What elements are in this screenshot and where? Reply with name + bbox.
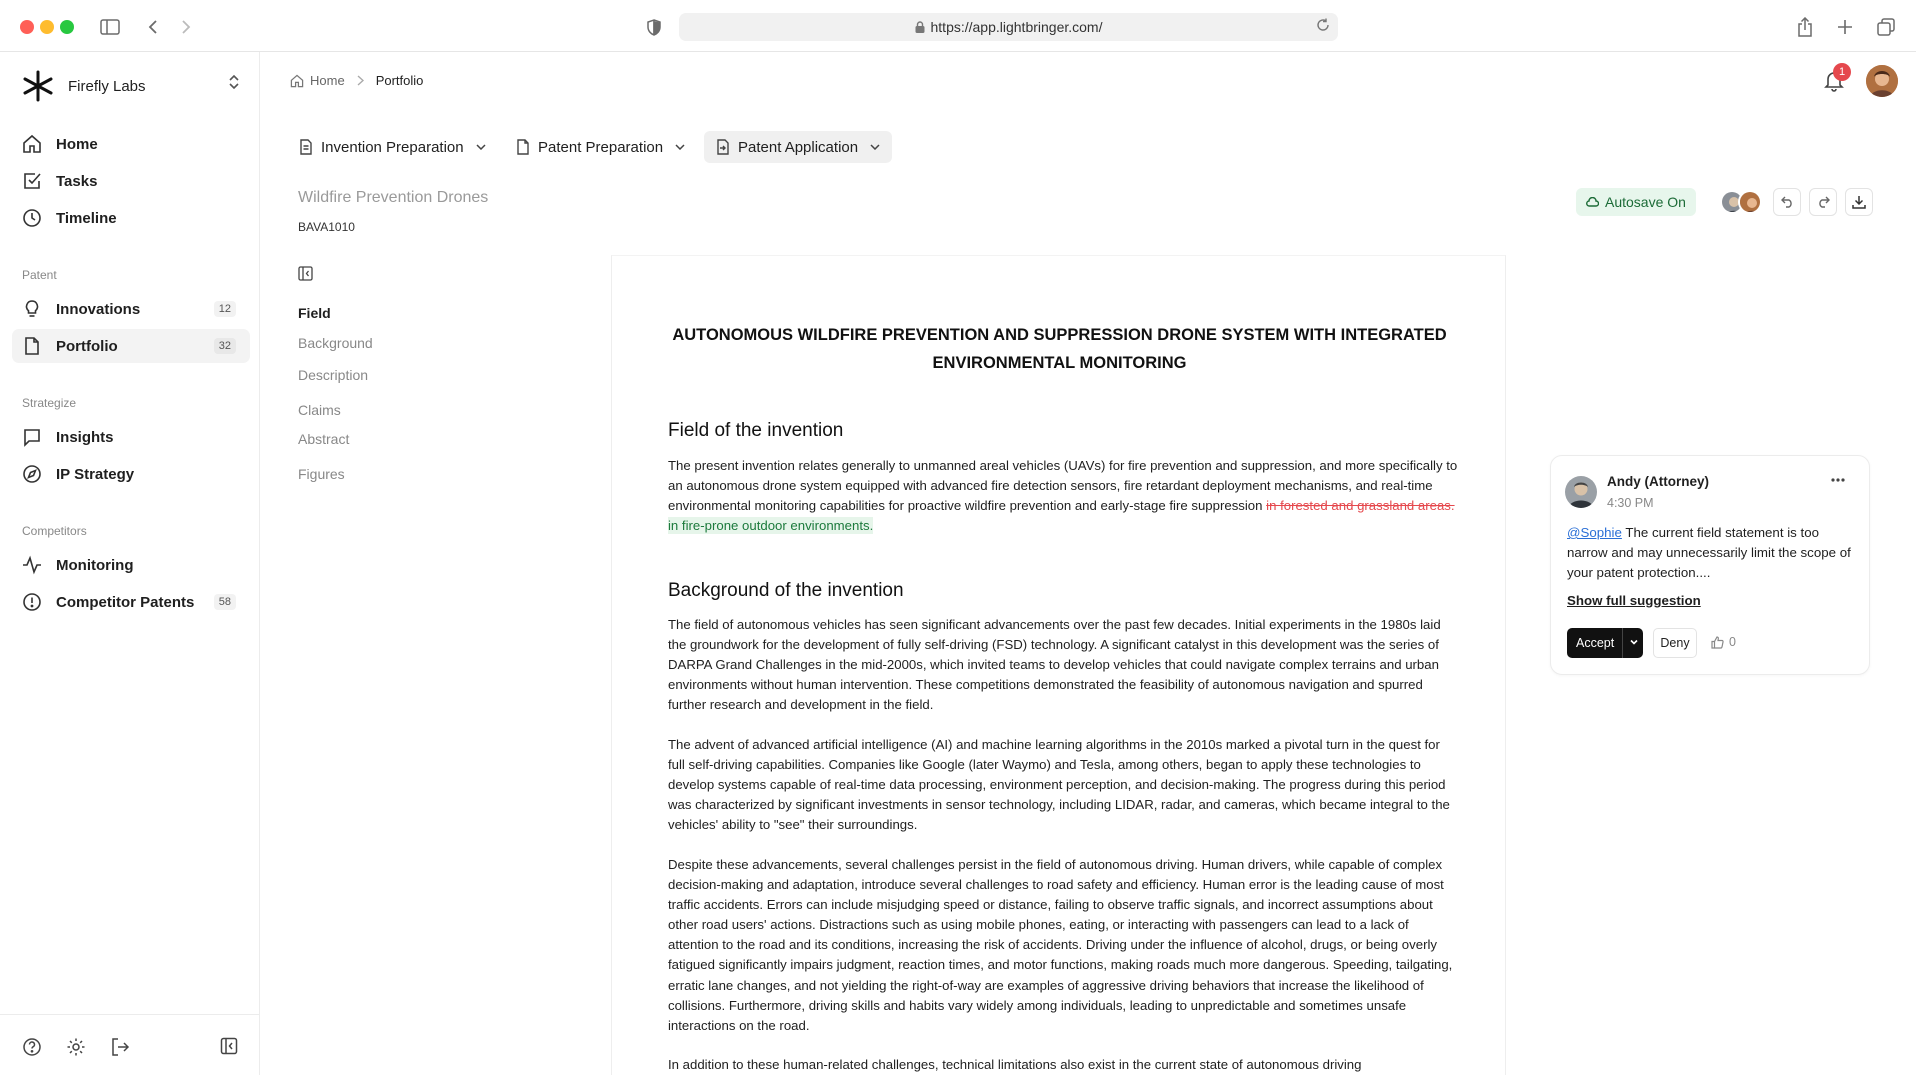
lightbulb-icon (22, 299, 42, 319)
home-icon (22, 134, 42, 154)
chevron-down-icon (675, 144, 685, 150)
chevron-right-icon (357, 75, 364, 86)
tab-patent-application[interactable] (704, 131, 892, 163)
count-badge: 32 (214, 338, 236, 354)
download-icon (1852, 195, 1866, 209)
sidebar-item-portfolio[interactable] (12, 329, 250, 363)
firefly-logo-icon (22, 70, 54, 102)
redo-icon (1817, 196, 1830, 208)
cloud-sync-icon (1586, 197, 1599, 207)
collapse-outline-icon[interactable] (298, 266, 313, 281)
chevron-down-icon (476, 144, 486, 150)
tab-overview-icon[interactable] (1873, 14, 1899, 40)
clock-icon (22, 208, 42, 228)
forward-icon[interactable] (173, 14, 199, 40)
tab-label: Patent Preparation (538, 138, 664, 156)
sidebar-item-label: Home (56, 135, 98, 153)
section-heading-field: Field of the invention (668, 420, 844, 441)
sidebar-item-monitoring[interactable] (12, 548, 250, 582)
suggestion-comment-card (1550, 455, 1870, 675)
back-icon[interactable] (140, 14, 166, 40)
comment-text: The current field statement is too narrow and may unnecessarily limit the scope of your patent protection.... (1567, 525, 1851, 580)
tab-label: Invention Preparation (321, 138, 464, 156)
address-bar[interactable] (679, 13, 1338, 41)
share-icon[interactable] (1792, 14, 1818, 40)
sidebar-item-label: Tasks (56, 172, 98, 190)
section-title-strategize: Strategize (22, 396, 77, 410)
message-square-icon (22, 427, 42, 447)
count-badge: 58 (214, 594, 236, 610)
browser-toolbar (0, 0, 1916, 52)
lock-icon (915, 21, 925, 33)
user-avatar[interactable] (1866, 65, 1898, 97)
notification-badge: 1 (1833, 63, 1851, 81)
breadcrumb-current: Portfolio (375, 73, 424, 88)
download-button[interactable] (1845, 188, 1873, 216)
minimize-window-button[interactable] (40, 20, 54, 34)
chevron-down-icon (870, 144, 880, 150)
outline-item-field[interactable]: Field (298, 305, 331, 321)
document-icon (299, 139, 313, 155)
home-icon (290, 74, 304, 88)
file-export-icon (716, 139, 730, 155)
sidebar-item-label: Timeline (56, 209, 117, 227)
outline-item-claims[interactable]: Claims (298, 402, 341, 418)
zoom-window-button[interactable] (60, 20, 74, 34)
tab-patent-preparation[interactable] (504, 131, 697, 163)
breadcrumb (290, 73, 423, 88)
background-paragraph[interactable]: In addition to these human-related challenges, technical limitations also exist in the current state of autonomous driving (668, 1057, 1362, 1072)
field-text: The present invention relates generally to unmanned areal vehicles (UAVs) for fire prevention and suppression, and more specifically to an autonomous drone system equipped with advanced fire detection sensors, fire retardant deployment mechanisms, and real-time environmental monitoring capabilities for proactive wildfire prevention and early-stage fire suppression (668, 458, 1458, 514)
sidebar-item-home[interactable] (12, 127, 250, 161)
file-icon (22, 336, 42, 356)
org-name: Firefly Labs (68, 77, 146, 95)
document-code: BAVA1010 (298, 220, 355, 234)
user-mention[interactable]: @Sophie (1567, 525, 1622, 540)
commenter-name: Andy (Attorney) (1607, 474, 1709, 489)
sidebar-toggle-icon[interactable] (97, 14, 123, 40)
document-title[interactable]: Wildfire Prevention Drones (298, 189, 489, 206)
more-options-icon[interactable] (1831, 478, 1845, 482)
sidebar-item-ip-strategy[interactable] (12, 457, 250, 491)
sidebar-item-timeline[interactable] (12, 201, 250, 235)
like-button[interactable] (1711, 635, 1736, 649)
sidebar-item-label: Innovations (56, 300, 141, 318)
outline-item-background[interactable]: Background (298, 335, 373, 351)
settings-icon[interactable] (66, 1037, 86, 1057)
org-switcher[interactable] (22, 70, 240, 102)
autosave-label: Autosave On (1605, 194, 1686, 210)
redo-button[interactable] (1809, 188, 1837, 216)
document-editor[interactable] (611, 255, 1506, 1075)
accept-label: Accept (1576, 636, 1615, 650)
sidebar-item-competitor-patents[interactable] (12, 585, 250, 619)
commenter-avatar (1565, 476, 1597, 508)
field-paragraph[interactable] (668, 456, 1458, 536)
shield-icon[interactable] (641, 14, 667, 40)
help-icon[interactable] (22, 1037, 42, 1057)
logout-icon[interactable] (110, 1037, 130, 1057)
outline-item-abstract[interactable]: Abstract (298, 431, 350, 447)
sidebar-item-label: IP Strategy (56, 465, 135, 483)
undo-button[interactable] (1773, 188, 1801, 216)
sidebar-item-label: Portfolio (56, 337, 118, 355)
section-title-competitors: Competitors (22, 524, 87, 538)
sidebar-item-label: Monitoring (56, 556, 134, 574)
section-title-patent: Patent (22, 268, 57, 282)
chevron-up-down-icon[interactable] (228, 74, 240, 90)
accept-button[interactable] (1567, 628, 1643, 658)
sidebar-item-insights[interactable] (12, 420, 250, 454)
sidebar (0, 52, 260, 1075)
document-heading: AUTONOMOUS WILDFIRE PREVENTION AND SUPPRESSION DRONE SYSTEM WITH INTEGRATED ENVIRONMENTAL MONITORING (672, 326, 1447, 372)
count-badge: 12 (214, 301, 236, 317)
file-icon (516, 139, 530, 155)
inserted-suggestion-text: in fire-prone outdoor environments. (668, 518, 874, 534)
sidebar-item-innovations[interactable] (12, 292, 250, 326)
reload-icon[interactable] (1316, 18, 1330, 32)
collapse-sidebar-icon[interactable] (220, 1037, 240, 1057)
activity-icon (22, 555, 42, 575)
chevron-down-icon[interactable] (1629, 637, 1639, 647)
section-heading-background: Background of the invention (668, 580, 904, 601)
sidebar-item-tasks[interactable] (12, 164, 250, 198)
background-paragraph[interactable]: The advent of advanced artificial intelligence (AI) and machine learning algorithms in the 2010s marked a pivotal turn in the quest for full self-driving capabilities. Companies like Google (later Waymo) and Tesla, among others, began to apply these technologies to develop systems capable of real-time data processing, environment perception, and decision-making. The progress during this period was characterized by significant investments in sensor technology, including LIDAR, radar, and cameras, which became integral to the vehicles' ability to "see" their surroundings. (668, 737, 1450, 833)
outline-item-figures[interactable]: Figures (298, 466, 345, 482)
tab-invention-preparation[interactable] (287, 131, 498, 163)
deleted-suggestion-text: in forested and grassland areas. (1266, 498, 1455, 514)
compass-icon (22, 464, 42, 484)
outline-item-description[interactable]: Description (298, 367, 369, 383)
url-text: https://app.lightbringer.com/ (930, 19, 1103, 35)
breadcrumb-home[interactable]: Home (310, 73, 345, 88)
close-window-button[interactable] (20, 20, 34, 34)
sidebar-item-label: Insights (56, 428, 114, 446)
like-count: 0 (1729, 635, 1736, 649)
undo-icon (1781, 196, 1794, 208)
show-full-suggestion-link[interactable]: Show full suggestion (1567, 593, 1701, 608)
alert-circle-icon (22, 592, 42, 612)
comment-time: 4:30 PM (1607, 496, 1654, 510)
sidebar-footer (0, 1014, 260, 1075)
background-paragraph[interactable]: Despite these advancements, several challenges persist in the field of autonomous driving. Human drivers, while capable of complex decision-making and adaptation, introduce several challenges to road safety and efficiency. Human error is the leading cause of most traffic accidents. Errors can include misjudging speed or distance, failing to observe traffic signals, and incorrect assumptions about other road users' actions. Distractions such as using mobile phones, eating, or interacting with passengers can lead to a lack of attention to the road and its conditions, increasing the risk of accidents. Driving under the influence of alcohol, drugs, or being overly fatigued significantly impairs judgment, reaction times, and motor functions, making roads much more dangerous. Speeding, tailgating, erratic lane changes, and not yielding the right-of-way are examples of aggressive driving behaviors that increase the likelihood of collisions. Furthermore, driving skills and habits vary widely among individuals, leading to unpredictable and sometimes unsafe interactions on the road. (668, 857, 1453, 1033)
sidebar-item-label: Competitor Patents (56, 593, 195, 611)
tab-label: Patent Application (738, 138, 859, 156)
collaborator-avatar[interactable] (1738, 190, 1762, 214)
comment-body (1567, 523, 1857, 583)
thumbs-up-icon (1711, 636, 1724, 649)
autosave-badge[interactable] (1576, 188, 1696, 216)
new-tab-icon[interactable] (1832, 14, 1858, 40)
background-paragraph[interactable]: The field of autonomous vehicles has seen significant advancements over the past few decades. Initial experiments in the 1980s laid the groundwork for the development of fully self-driving (FSD) technology. A significant catalyst in this development was the series of DARPA Grand Challenges in the mid-2000s, which invited teams to develop vehicles that could navigate complex terrains and urban environments without human intervention. These competitions demonstrated the feasibility of autonomous navigation and spurred further research and development in the field. (668, 617, 1441, 713)
deny-button[interactable]: Deny (1653, 628, 1697, 658)
check-square-icon (22, 171, 42, 191)
